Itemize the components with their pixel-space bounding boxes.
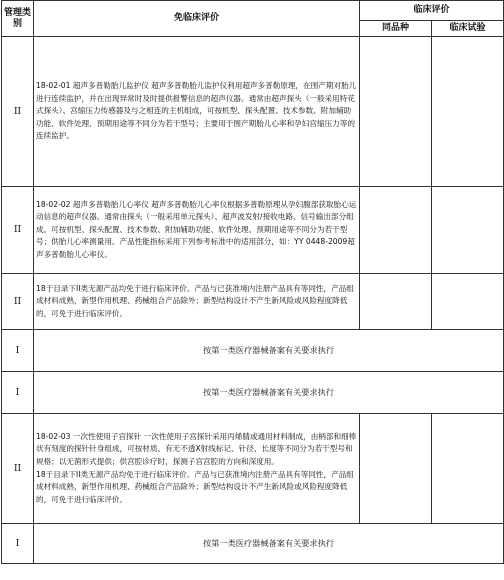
exempt-eval-header: 免临床评价: [34, 1, 360, 37]
clinical-trial-header: 临床试验: [432, 21, 504, 37]
same-variety-header: 同品种: [360, 21, 432, 37]
clinical-trial-cell: [432, 414, 504, 524]
regulation-table: [1, 0, 504, 564]
category-cell: II: [2, 414, 34, 524]
category-cell: II: [2, 187, 34, 274]
table-row: [2, 330, 504, 372]
filing-requirement-cell: 按第一类医疗器械备案有关要求执行: [34, 330, 504, 372]
filing-requirement-cell: 按第一类医疗器械备案有关要求执行: [34, 524, 504, 564]
description-cell: 18-02-02 超声多普勒胎儿心率仪 超声多普勒胎儿心率仪根据多普勒原理从孕妇腹部获取胎心运动信息的超声仪器。通常由探头（一般采用单元探头）、超声波发射/接收电路、信号输出部分组成。可按机型、探头配置、技术参数、附加辅助功能、软件处理、预期用途等不同分为若干型号；供胎儿心率测量用。产品性能指标采用下列参考标准中的适用部分，如：YY 0448-2009超声多普勒胎儿心率仪。: [34, 187, 360, 274]
category-header: 管理类别: [2, 1, 34, 37]
clinical-eval-header: 临床评价: [360, 1, 504, 21]
same-variety-cell: [360, 187, 432, 274]
description-cell: 18-02-01 超声多普勒胎儿监护仪 超声多普勒胎儿监护仪利用超声多普勒原理，在围产期对胎儿进行连续监护，并在出现异常时及时提供报警信息的超声仪器。通常由超声探头（一般采用特花式探头）、宫缩压力传感器及与之相连的主机组成，可按机型、探头配置、技术参数、附加辅助功能、软件处理、预期用途等不同分为若干型号；主要用于围产期胎儿心率和孕妇宫缩压力等的连续监护。: [34, 37, 360, 187]
description-cell: 18-02-03 一次性使用子宫探针 一次性使用子宫探针采用丙烯腈或通用材料制成，由柄部和细棒状有刻度的探针针身组成，可按材质、有无不透X射线标记、针径、长度等不同分为若干型号和规格；以无菌形式提供；供宫腔诊疗时，探测子宫宫腔的方向和深度用。 18于目录下II类无源产品均免于进行临床评价。产品与已获准境内注册产品具有等同性，产品组成材料成熟，新型作用机理、药械组合产品除外；新型结构设计不产生新风险或风险程度降低的，可免于进行临床评价。: [34, 414, 360, 524]
same-variety-cell: [360, 37, 432, 187]
table-row: [2, 187, 504, 274]
table-row: [2, 524, 504, 564]
clinical-trial-cell: [432, 187, 504, 274]
table-row: [2, 372, 504, 414]
description-cell: 18于目录下II类无源产品均免于进行临床评价。产品与已获准境内注册产品具有等同性，产品组成材料成熟，新型作用机理、药械组合产品除外；新型结构设计不产生新风险或风险程度降低的，可免于进行临床评价。: [34, 274, 360, 330]
category-cell: I: [2, 524, 34, 564]
same-variety-cell: [360, 274, 432, 330]
category-cell: II: [2, 274, 34, 330]
table-row: [2, 274, 504, 330]
category-cell: I: [2, 372, 34, 414]
category-cell: II: [2, 37, 34, 187]
category-cell: I: [2, 330, 34, 372]
filing-requirement-cell: 按第一类医疗器械备案有关要求执行: [34, 372, 504, 414]
clinical-trial-cell: [432, 274, 504, 330]
table-row: [2, 414, 504, 524]
clinical-trial-cell: [432, 37, 504, 187]
table-row: [2, 37, 504, 187]
same-variety-cell: [360, 414, 432, 524]
header-row-1: [2, 1, 504, 21]
